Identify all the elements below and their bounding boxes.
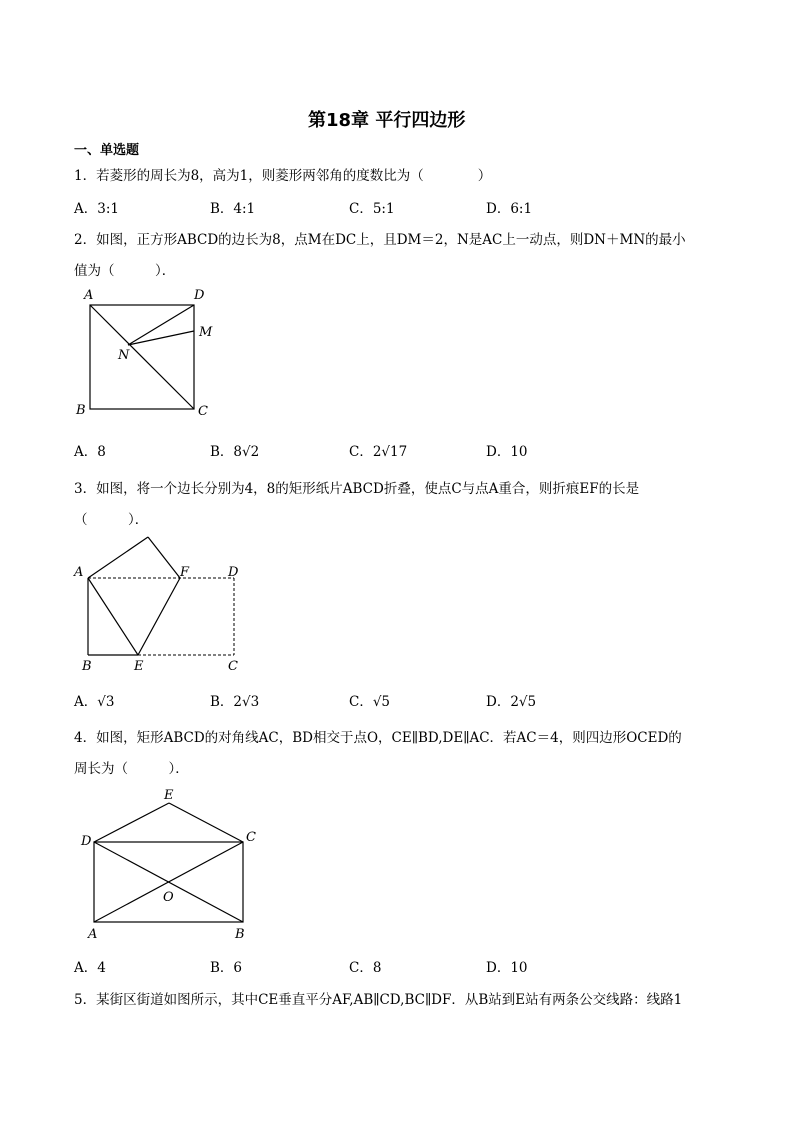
question-4-stem-line-2: 周长为（ ）． bbox=[74, 761, 189, 777]
question-2-stem-line-2: 值为（ ）． bbox=[74, 263, 176, 279]
section-heading: 一、单选题 bbox=[74, 143, 140, 158]
figure-4-label-a: A bbox=[88, 927, 98, 942]
question-1-option-b: B．4:1 bbox=[210, 201, 256, 217]
figure-3-label-f: F bbox=[180, 565, 190, 580]
question-2-stem-line-1: 2．如图，正方形ABCD的边长为8，点M在DC上，且DM＝2，N是AC上一动点，则DN＋MN的最小 bbox=[74, 232, 686, 248]
question-3-option-d: D．2√5 bbox=[486, 694, 537, 710]
question-3-option-c: C．√5 bbox=[349, 694, 391, 710]
question-2-figure bbox=[76, 285, 220, 420]
question-1-option-a: A．3:1 bbox=[74, 201, 119, 217]
figure-3-label-a: A bbox=[74, 565, 84, 580]
question-2-option-a: A．8 bbox=[74, 444, 106, 460]
question-4-option-b: B．6 bbox=[210, 960, 243, 976]
question-3-stem-line-2: （ ）． bbox=[74, 512, 149, 528]
question-1-option-d: D．6:1 bbox=[486, 201, 533, 217]
figure-4-label-d: D bbox=[81, 834, 92, 849]
question-4-option-c: C．8 bbox=[349, 960, 382, 976]
figure-2-label-n: N bbox=[118, 348, 130, 363]
page-title: 第18章 平行四边形 bbox=[308, 110, 466, 131]
figure-4-label-c: C bbox=[246, 830, 256, 845]
question-4-option-d: D．10 bbox=[486, 960, 528, 976]
figure-4-label-b: B bbox=[235, 927, 245, 942]
question-4-option-a: A．4 bbox=[74, 960, 106, 976]
question-3-figure bbox=[70, 530, 250, 675]
question-3-option-b: B．2√3 bbox=[210, 694, 260, 710]
figure-3-label-b: B bbox=[82, 659, 92, 674]
question-4-stem-line-1: 4．如图，矩形ABCD的对角线AC，BD相交于点O，CE∥BD,DE∥AC．若AC＝4，则四边形OCED的 bbox=[74, 730, 682, 746]
question-3-option-a: A．√3 bbox=[74, 694, 115, 710]
question-4-figure bbox=[78, 785, 268, 945]
question-3-stem-line-1: 3．如图，将一个边长分别为4，8的矩形纸片ABCD折叠，使点C与点A重合，则折痕EF的长是 bbox=[74, 481, 640, 497]
figure-2-label-c: C bbox=[198, 404, 208, 419]
figure-2-label-m: M bbox=[199, 325, 213, 340]
figure-3-label-d: D bbox=[228, 565, 239, 580]
question-2-option-b: B．8√2 bbox=[210, 444, 260, 460]
figure-2-label-d: D bbox=[194, 288, 205, 303]
question-5-stem-line-1: 5．某街区街道如图所示，其中CE垂直平分AF,AB∥CD,BC∥DF．从B站到E站有两条公交线路：线路1 bbox=[74, 992, 683, 1008]
question-1-stem: 1．若菱形的周长为8，高为1，则菱形两邻角的度数比为（ ） bbox=[74, 168, 492, 184]
figure-2-label-a: A bbox=[84, 288, 94, 303]
figure-4-label-o: O bbox=[163, 890, 174, 905]
figure-2-label-b: B bbox=[76, 403, 86, 418]
figure-3-label-e: E bbox=[134, 659, 144, 674]
question-2-option-c: C．2√17 bbox=[349, 444, 408, 460]
figure-4-label-e: E bbox=[164, 788, 174, 803]
question-2-option-d: D．10 bbox=[486, 444, 528, 460]
question-1-option-c: C．5:1 bbox=[349, 201, 395, 217]
figure-3-label-c: C bbox=[228, 659, 238, 674]
